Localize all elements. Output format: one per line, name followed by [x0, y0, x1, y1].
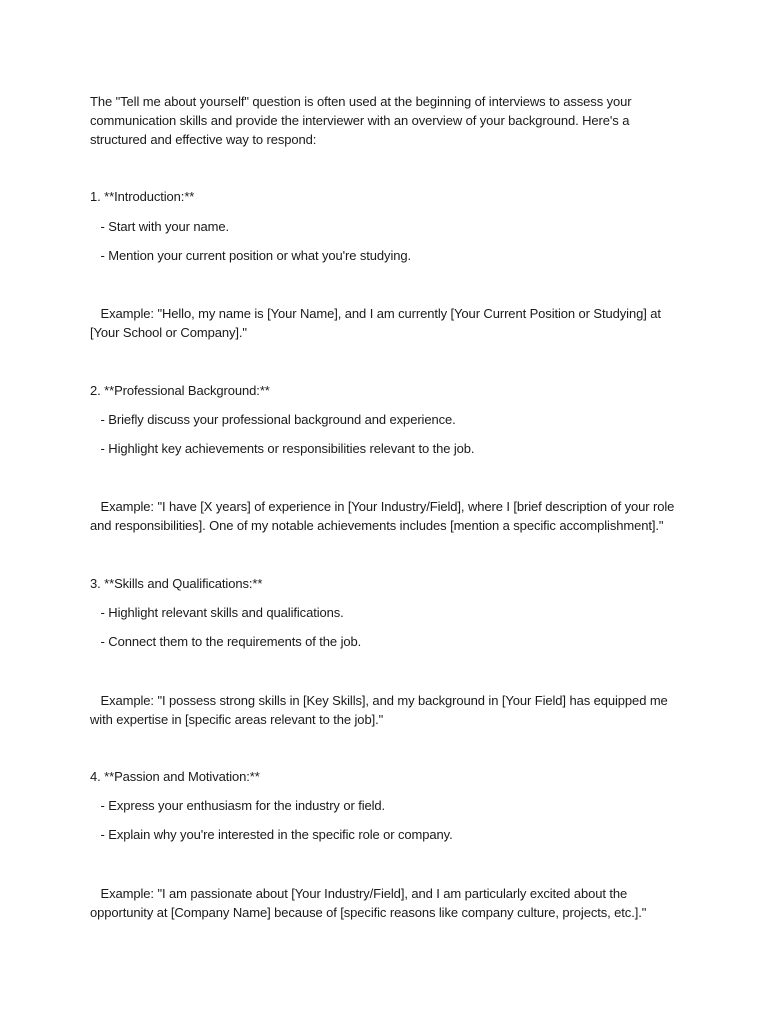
- example-paragraph: Example: "I am passionate about [Your Industry/Field], and I am particularly excited about the opportunity at [Company Name] because of [specific reasons like company culture, projects, etc.].": [90, 886, 647, 920]
- bullet-item: - Briefly discuss your professional background and experience.: [90, 412, 456, 427]
- intro-paragraph: The "Tell me about yourself" question is often used at the beginning of interviews to assess your communication skills and provide the interviewer with an overview of your background. Here's a structured and effective way to respond:: [90, 94, 632, 147]
- section-heading: 2. **Professional Background:**: [90, 383, 270, 398]
- bullet-item: - Highlight relevant skills and qualifications.: [90, 605, 344, 620]
- bullet-item: - Highlight key achievements or responsibilities relevant to the job.: [90, 441, 475, 456]
- example-paragraph: Example: "I have [X years] of experience in [Your Industry/Field], where I [brief description of your role and responsibilities]. One of my notable achievements includes [mention a specific accomplishment].": [90, 499, 678, 533]
- section-heading: 1. **Introduction:**: [90, 189, 195, 204]
- bullet-item: - Start with your name.: [90, 219, 230, 234]
- example-paragraph: Example: "I possess strong skills in [Key Skills], and my background in [Your Field] has equipped me with expertise in [specific areas relevant to the job].": [90, 693, 672, 727]
- document-page: [90, 0, 680, 1024]
- bullet-item: - Connect them to the requirements of the job.: [90, 634, 362, 649]
- bullet-item: - Explain why you're interested in the specific role or company.: [90, 827, 453, 842]
- bullet-item: - Express your enthusiasm for the industry or field.: [90, 798, 386, 813]
- section-heading: 3. **Skills and Qualifications:**: [90, 576, 263, 591]
- bullet-item: - Mention your current position or what you're studying.: [90, 248, 412, 263]
- section-heading: 4. **Passion and Motivation:**: [90, 769, 260, 784]
- example-paragraph: Example: "Hello, my name is [Your Name], and I am currently [Your Current Position or Studying] at [Your School or Company].": [90, 306, 665, 340]
